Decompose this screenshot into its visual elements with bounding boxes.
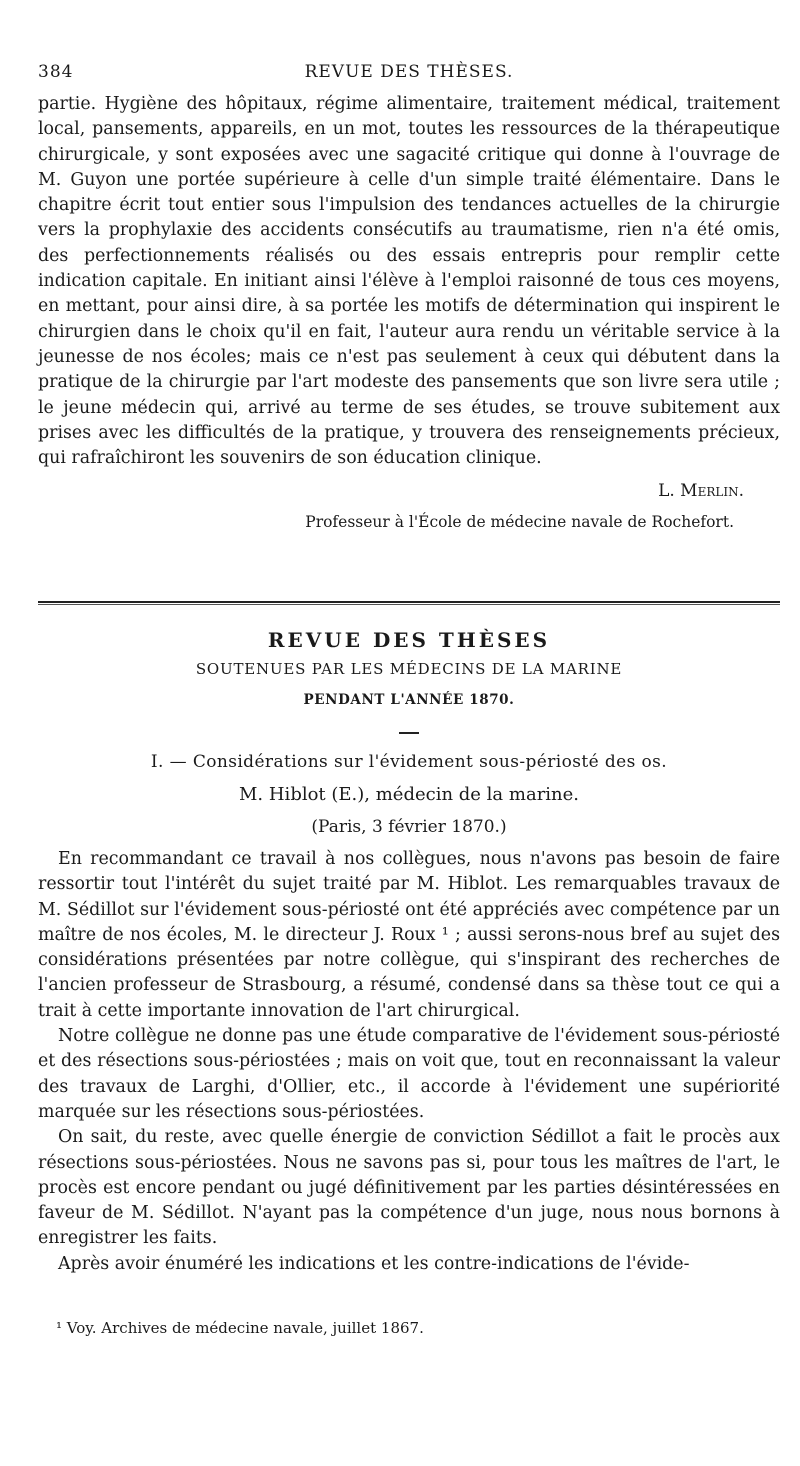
section-subtitle-year: PENDANT L'ANNÉE 1870.	[303, 692, 515, 708]
running-title: REVUE DES THÈSES.	[304, 62, 514, 82]
affiliation: Professeur à l'École de médecine navale de Rochefort.	[305, 513, 734, 532]
body-paragraph: Après avoir énuméré les indications et les contre-indications de l'évide-	[58, 1253, 690, 1274]
footnote: ¹ Voy. Archives de médecine navale, juillet 1867.	[56, 1319, 424, 1338]
review-paragraph: partie. Hygiène des hôpitaux, régime alimentaire, traitement médical, traitement local, pansements, appareils, en un mot, toutes les ressources de la thérapeutique chirurgicale, y sont exposées avec une sagacité critique qui donne à l'ouvrage de M. Guyon une portée supérieure à celle d'un simple traité élémentaire. Dans le chapitre écrit tout entier sous l'impulsion des tendances actuelles de la chirurgie vers la prophylaxie des accidents consécutifs au traumatisme, rien n'a été omis, des perfectionnements réalisés ou des essais entrepris pour remplir cette indication capitale. En initiant ainsi l'élève à l'emploi raisonné de tous ces moyens, en mettant, pour ainsi dire, à sa portée les motifs de détermination qui inspirent le chirurgien dans le choix qu'il en fait, l'auteur aura rendu un véritable service à la jeunesse de nos écoles; mais ce n'est pas seulement à ceux qui débutent dans la pratique de la chirurgie par l'art modeste des pansements que son livre sera utile ; le jeune médecin qui, arrivé au terme de ses études, se trouve subitement aux prises avec les difficultés de la pratique, y trouvera des renseignements précieux, qui rafraîchiront les souvenirs de son éducation clinique.	[38, 94, 780, 469]
divider-rule	[38, 601, 780, 603]
page-content	[38, 62, 780, 1338]
thesis-author: M. Hiblot (E.), médecin de la marine.	[238, 784, 580, 805]
divider-rule-thin	[38, 604, 780, 605]
body-paragraph: Notre collègue ne donne pas une étude comparative de l'évidement sous-périosté et des résections sous-périostées ; mais on voit que, tout en reconnaissant la valeur des travaux de Larghi, d'Ollier, etc., il accorde à l'évidement une supériorité marquée sur les résections sous-périostées.	[38, 1026, 780, 1122]
thesis-section	[38, 628, 780, 1339]
section-title: REVUE DES THÈSES	[267, 628, 551, 652]
page-number: 384	[38, 62, 74, 82]
thesis-body	[38, 847, 780, 1277]
section-subtitle: SOUTENUES PAR LES MÉDECINS DE LA MARINE	[195, 660, 623, 678]
signature: L. Merlin.	[658, 481, 744, 502]
thesis-title: I. — Considérations sur l'évidement sous-périosté des os.	[150, 752, 668, 772]
body-paragraph: On sait, du reste, avec quelle énergie de conviction Sédillot a fait le procès aux résections sous-périostées. Nous ne savons pas si, pour tous les maîtres de l'art, le procès est encore pendant ou jugé définitivement par les parties désintéressées en faveur de M. Sédillot. N'ayant pas la compétence d'un juge, nous nous bornons à enregistrer les faits.	[38, 1127, 780, 1249]
body-paragraph: En recommandant ce travail à nos collègues, nous n'avons pas besoin de faire ressortir tout l'intérêt du sujet traité par M. Hiblot. Les remarquables travaux de M. Sédillot sur l'évidement sous-périosté ont été appréciés avec compétence par un maître de nos écoles, M. le directeur J. Roux ¹ ; aussi serons-nous bref au sujet des considérations présentées par notre collègue, qui s'inspirant des recherches de l'ancien professeur de Strasbourg, a résumé, condensé dans sa thèse tout ce qui a trait à cette importante innovation de l'art chirurgical.	[38, 849, 780, 1021]
running-header	[38, 62, 780, 92]
short-dash	[399, 732, 419, 734]
thesis-date: (Paris, 3 février 1870.)	[311, 817, 507, 837]
